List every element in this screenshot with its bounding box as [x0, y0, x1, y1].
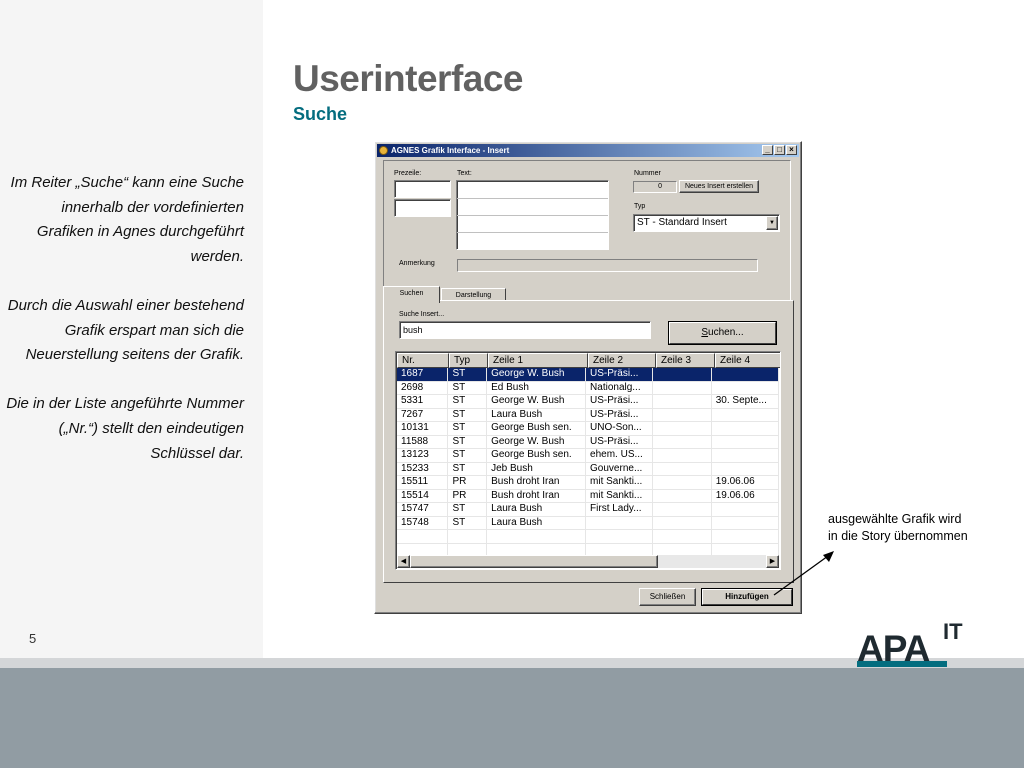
results-header: [397, 353, 781, 368]
cell-zeile3: [653, 382, 711, 395]
nummer-field: 0: [633, 181, 677, 193]
cell-typ: ST: [448, 449, 487, 462]
scrollbar-thumb[interactable]: [410, 555, 658, 568]
column-header-zeile4[interactable]: Zeile 4: [715, 353, 781, 368]
cell-zeile2: US-Präsi...: [586, 368, 653, 381]
cell-nr: 1687: [397, 368, 448, 381]
cell-zeile2: mit Sankti...: [586, 490, 653, 503]
cell-nr: 10131: [397, 422, 448, 435]
text-field[interactable]: [456, 180, 609, 250]
cell-zeile1: Laura Bush: [487, 517, 586, 530]
column-header-typ[interactable]: Typ: [449, 353, 488, 368]
cell-zeile3: [653, 395, 711, 408]
prezeile-label: Prezeile:: [394, 170, 422, 177]
cell-zeile1: Laura Bush: [487, 503, 586, 516]
nummer-label: Nummer: [634, 170, 661, 177]
add-button-label: Hinzufügen: [702, 589, 792, 605]
cell-zeile1: Bush droht Iran: [487, 476, 586, 489]
cell-zeile4: [712, 436, 779, 449]
tab-darstellung[interactable]: Darstellung: [441, 288, 506, 303]
table-row[interactable]: [397, 382, 779, 396]
side-paragraph-3: Die in der Liste angeführte Nummer („Nr.“) stellt den eindeutigen Schlüssel dar.: [6, 395, 244, 462]
maximize-icon[interactable]: □: [774, 145, 785, 155]
cell-zeile4: 19.06.06: [712, 490, 779, 503]
cell-nr: 15747: [397, 503, 448, 516]
close-icon[interactable]: ×: [786, 145, 797, 155]
cell-typ: ST: [448, 503, 487, 516]
cell-nr: 5331: [397, 395, 448, 408]
table-row[interactable]: [397, 449, 779, 463]
typ-select-value: ST - Standard Insert: [637, 217, 727, 228]
app-icon: [379, 146, 388, 155]
table-row[interactable]: [397, 517, 779, 531]
cell-typ: ST: [448, 517, 487, 530]
cell-zeile1: Jeb Bush: [487, 463, 586, 476]
cell-zeile4: [712, 368, 779, 381]
cell-zeile4: [712, 449, 779, 462]
column-header-zeile1[interactable]: Zeile 1: [488, 353, 588, 368]
side-description: [4, 171, 244, 491]
cell-nr: 15511: [397, 476, 448, 489]
cell-typ: ST: [448, 382, 487, 395]
minimize-icon[interactable]: _: [762, 145, 773, 155]
cell-zeile3: [653, 503, 711, 516]
cell-typ: ST: [448, 395, 487, 408]
cell-zeile1: George Bush sen.: [487, 422, 586, 435]
agnes-dialog-window: [374, 141, 802, 614]
annotation-line-2: in die Story übernommen: [828, 529, 968, 543]
typ-label: Typ: [634, 203, 646, 210]
cell-typ: ST: [448, 436, 487, 449]
slide-subtitle: Suche: [293, 104, 348, 124]
slide-title: Userinterface: [293, 58, 524, 99]
cell-zeile2: US-Präsi...: [586, 409, 653, 422]
cell-nr: 15514: [397, 490, 448, 503]
cell-nr: 13123: [397, 449, 448, 462]
cell-typ: PR: [448, 490, 487, 503]
annotation-line-1: ausgewählte Grafik wird: [828, 512, 962, 526]
cell-zeile4: [712, 382, 779, 395]
table-row[interactable]: [397, 368, 779, 382]
annotation: [828, 511, 968, 545]
cell-zeile3: [653, 449, 711, 462]
search-button-label: uchen...: [708, 327, 744, 338]
typ-select[interactable]: [633, 214, 780, 232]
cell-zeile1: George W. Bush: [487, 436, 586, 449]
cell-typ: ST: [448, 409, 487, 422]
cell-typ: PR: [448, 476, 487, 489]
cell-zeile3: [653, 436, 711, 449]
cell-nr: 7267: [397, 409, 448, 422]
chevron-down-icon[interactable]: ▼: [766, 216, 778, 230]
table-row[interactable]: [397, 395, 779, 409]
cell-zeile2: ehem. US...: [586, 449, 653, 462]
empty-row: [397, 530, 779, 544]
cell-zeile2: mit Sankti...: [586, 476, 653, 489]
table-row[interactable]: [397, 409, 779, 423]
cell-zeile3: [653, 463, 711, 476]
cell-zeile3: [653, 409, 711, 422]
results-rows: [397, 368, 779, 557]
cell-typ: ST: [448, 422, 487, 435]
table-row[interactable]: [397, 436, 779, 450]
scroll-right-icon[interactable]: ▶: [766, 555, 779, 568]
cell-zeile1: Laura Bush: [487, 409, 586, 422]
column-header-zeile2[interactable]: Zeile 2: [588, 353, 656, 368]
cell-zeile3: [653, 476, 711, 489]
cell-zeile3: [653, 422, 711, 435]
cell-nr: 2698: [397, 382, 448, 395]
dialog-title: AGNES Grafik Interface - Insert: [391, 146, 510, 155]
left-panel: [0, 0, 263, 658]
cell-zeile2: Gouverne...: [586, 463, 653, 476]
cell-nr: 15748: [397, 517, 448, 530]
cell-nr: 11588: [397, 436, 448, 449]
logo-it-text: IT: [943, 619, 963, 644]
cell-zeile4: [712, 517, 779, 530]
tab-suchen[interactable]: Suchen: [383, 286, 440, 303]
results-list[interactable]: [395, 351, 781, 570]
side-paragraph-2: Durch die Auswahl einer bestehend Grafik erspart man sich die Neuerstellung seitens der Grafik.: [7, 296, 244, 364]
column-header-nr[interactable]: Nr.: [397, 353, 449, 368]
text-label: Text:: [457, 170, 472, 177]
column-header-zeile3[interactable]: Zeile 3: [656, 353, 715, 368]
annotation-arrow-icon: [772, 548, 836, 598]
cell-zeile4: [712, 409, 779, 422]
cell-zeile2: UNO-Son...: [586, 422, 653, 435]
search-input[interactable]: bush: [399, 321, 651, 339]
cell-typ: ST: [448, 463, 487, 476]
search-button[interactable]: [668, 321, 777, 345]
anmerkung-field[interactable]: [457, 259, 758, 272]
new-insert-button[interactable]: Neues Insert erstellen: [679, 180, 759, 193]
cell-zeile1: Ed Bush: [487, 382, 586, 395]
cell-zeile3: [653, 517, 711, 530]
table-row[interactable]: [397, 503, 779, 517]
cell-zeile2: [586, 517, 653, 530]
cell-zeile2: First Lady...: [586, 503, 653, 516]
close-button[interactable]: Schließen: [639, 588, 696, 606]
apa-it-logo: [855, 619, 975, 669]
cell-zeile1: George Bush sen.: [487, 449, 586, 462]
cell-zeile3: [653, 490, 711, 503]
anmerkung-label: Anmerkung: [399, 260, 435, 267]
prezeile-field-2[interactable]: [394, 199, 451, 217]
cell-zeile3: [653, 368, 711, 381]
logo-apa-text: APA: [857, 628, 930, 669]
table-row[interactable]: [397, 476, 779, 490]
cell-zeile2: Nationalg...: [586, 382, 653, 395]
cell-typ: ST: [448, 368, 487, 381]
table-row[interactable]: [397, 422, 779, 436]
table-row[interactable]: [397, 463, 779, 477]
cell-zeile2: US-Präsi...: [586, 395, 653, 408]
footer-band: [0, 668, 1024, 768]
cell-zeile1: George W. Bush: [487, 395, 586, 408]
cell-zeile1: Bush droht Iran: [487, 490, 586, 503]
cell-zeile4: [712, 503, 779, 516]
page-number: 5: [29, 631, 37, 646]
search-insert-label: Suche Insert...: [399, 311, 445, 318]
cell-zeile4: [712, 463, 779, 476]
table-row[interactable]: [397, 490, 779, 504]
dialog-titlebar[interactable]: [377, 144, 799, 157]
prezeile-field-1[interactable]: [394, 180, 451, 198]
cell-zeile4: 19.06.06: [712, 476, 779, 489]
cell-nr: 15233: [397, 463, 448, 476]
horizontal-scrollbar[interactable]: [397, 555, 779, 568]
cell-zeile1: George W. Bush: [487, 368, 586, 381]
cell-zeile4: 30. Septe...: [712, 395, 779, 408]
search-button-mnemonic: S: [701, 327, 709, 338]
side-paragraph-1: Im Reiter „Suche“ kann eine Suche innerhalb der vordefinierten Grafiken in Agnes durchgeführt werden.: [10, 174, 244, 265]
scroll-left-icon[interactable]: ◀: [397, 555, 410, 568]
cell-zeile4: [712, 422, 779, 435]
cell-zeile2: US-Präsi...: [586, 436, 653, 449]
